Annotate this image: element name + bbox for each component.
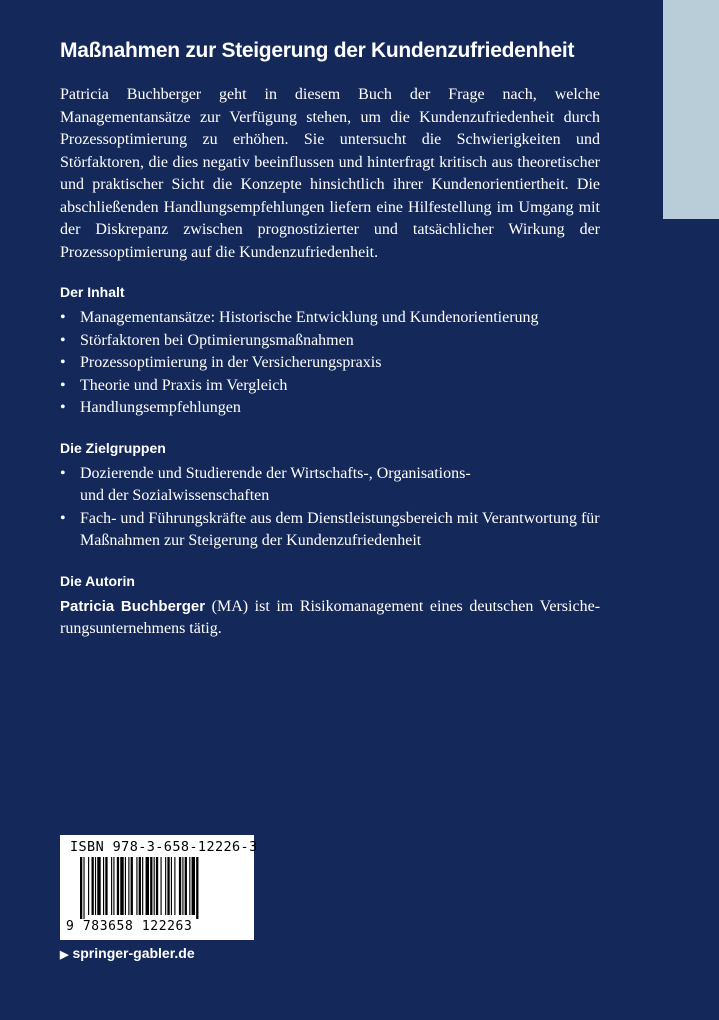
list-item: • Prozessoptimierung in der Versicherungspraxis [60,352,600,375]
barcode-bar [131,857,133,915]
author-bio: Patricia Buchberger (MA) ist im Risikomanagement eines deutschen Versicherungsunternehmens tätig. [60,597,601,637]
barcode-bar [167,857,169,915]
back-cover-text [60,38,600,641]
barcode-bar [128,857,129,915]
barcode-bar [154,857,155,915]
isbn-label: ISBN 978-3-658-12226-3 [70,839,258,855]
bullet: • [60,399,66,416]
barcode-bar [185,857,187,915]
barcode-bar [113,857,114,915]
intro-paragraph: Patricia Buchberger geht in diesem Buch der Frage nach, welche Managementansätze zur Verfügung stehen, um die Kundenzufriedenheit durch Prozessoptimierung zu erhöhen. Sie untersucht die Schwierigkeiten und Störfaktoren, die dies negativ beeinflussen und hinterfragt kritisch aus theoretischer und praktischer Sicht die Konzepte hinsichtlich ihrer Kundenorientiertheit. Die abschließenden Handlungsempfehlungen liefern eine Hilfestellung im Umgang mit der Diskrepanz zwischen prognostizierter und tatsächlicher Wirkung der Prozessoptimierung auf die Kundenzufriedenheit. [60,86,600,261]
barcode-bar [95,857,96,915]
barcode-bar [174,857,175,915]
bullet: • [60,464,66,482]
barcode-bar [161,857,162,915]
list-item: • Dozierende und Studierende der Wirtschafts-, Organisations- und der Sozialwissenschaften [60,464,471,504]
barcode-bar [80,857,82,919]
barcode-bar [83,857,84,919]
spine-tab [663,0,719,219]
barcode-bar [189,857,190,915]
bullet: • [60,354,66,371]
zielgruppen-list [60,463,600,553]
list-item: • Managementansätze: Historische Entwicklung und Kundenorientierung [60,307,600,330]
section-heading-zielgruppen: Die Zielgruppen [60,439,166,456]
section-heading-inhalt: Der Inhalt [60,284,125,300]
barcode-bar [117,857,119,915]
barcode-digits: 9 783658 122263 [66,919,193,934]
inhalt-list [60,307,600,420]
barcode-bar [103,857,104,915]
publisher-link[interactable]: ▶ springer-gabler.de [60,945,195,961]
barcode-bar [142,857,143,915]
barcode-bar [120,857,123,915]
barcode-bar [88,857,89,915]
barcode-bar [182,857,183,915]
arrow-icon: ▶ [60,949,69,961]
barcode-bar [92,857,94,915]
barcode-bar [150,857,152,915]
barcode-bar [97,857,100,915]
barcode-bar [136,857,137,915]
list-item: • Störfaktoren bei Optimierungsmaßnahmen [60,330,600,353]
barcode-bar [196,857,198,919]
list-item: • Theorie und Praxis im Vergleich [60,375,600,398]
section-heading-autorin: Die Autorin [60,572,135,589]
bullet: • [60,509,66,527]
barcode-bar [111,857,112,915]
book-title: Maßnahmen zur Steigerung der Kundenzufriedenheit [60,39,575,62]
barcode-bars [80,857,245,919]
barcode-bar [171,857,172,915]
isbn-barcode [60,835,258,940]
bullet: • [60,309,66,326]
list-item: • Handlungsempfehlungen [60,397,600,420]
author-name: Patricia Buchberger [60,597,206,615]
barcode-bar [139,857,141,915]
barcode-bar [165,857,166,915]
barcode-bar [146,857,149,915]
bullet: • [60,331,66,349]
barcode-bar [156,857,158,915]
barcode-bar [179,857,181,915]
barcode-bar [192,857,195,915]
barcode-bar [105,857,107,915]
barcode-bar [125,857,126,915]
list-item: • Fach- und Führungskräfte aus dem Dienstleistungsbereich mit Verantwortung für Maßnahmen zur Steigerung der Kundenzufriedenheit [60,509,600,549]
bullet: • [60,376,66,394]
